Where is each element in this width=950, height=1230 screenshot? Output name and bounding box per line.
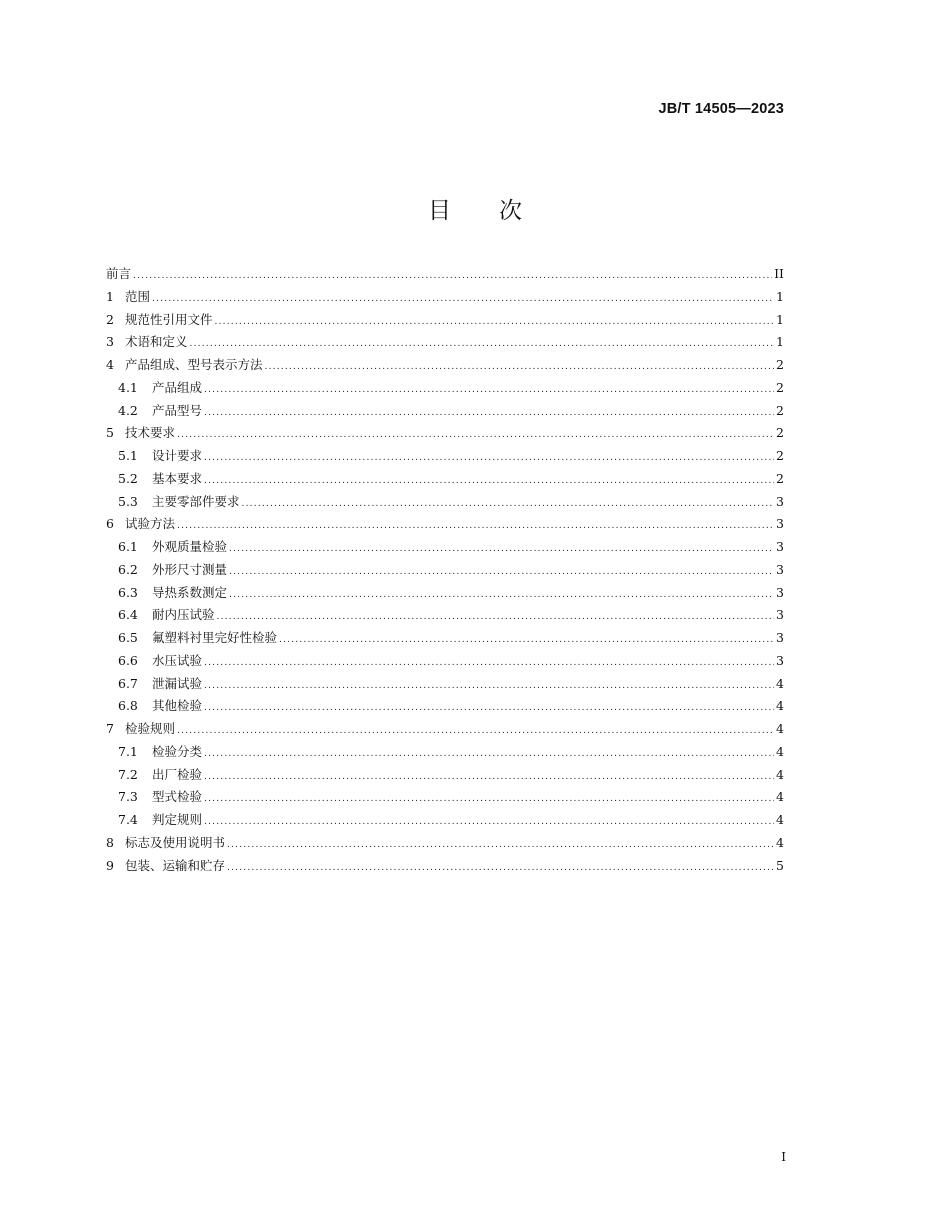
- toc-entry-number: 7.3: [118, 789, 138, 805]
- standard-code: JB/T 14505—2023: [658, 101, 784, 117]
- toc-entry-page: 3: [776, 561, 784, 577]
- toc-entry-label: 前言: [106, 266, 132, 281]
- toc-title: [0, 192, 950, 225]
- toc-leader-dots: [204, 379, 774, 402]
- toc-entry-label: 出厂检验: [152, 766, 203, 782]
- table-of-contents: [106, 263, 784, 877]
- toc-entry-page: II: [774, 266, 784, 281]
- toc-entry-number: 5: [106, 425, 114, 441]
- toc-entry[interactable]: [106, 263, 784, 286]
- toc-entry-label: 其他检验: [152, 698, 203, 714]
- toc-leader-dots: [204, 766, 774, 789]
- toc-entry-number: 5.1: [118, 448, 138, 463]
- toc-entry-number: 4: [106, 357, 114, 372]
- toc-entry-label: 试验方法: [125, 516, 176, 532]
- toc-leader-dots: [217, 606, 775, 629]
- toc-entry-label: 检验分类: [152, 743, 203, 759]
- toc-entry-page: 3: [776, 516, 784, 532]
- toc-entry-number: 6.3: [118, 584, 138, 600]
- toc-entry-label: 氟塑料衬里完好性检验: [152, 630, 278, 645]
- toc-entry[interactable]: [106, 286, 784, 309]
- toc-entry-page: 3: [776, 607, 784, 623]
- toc-entry[interactable]: [106, 536, 784, 559]
- toc-leader-dots: [152, 288, 774, 311]
- toc-leader-dots: [227, 834, 774, 857]
- toc-entry-page: 2: [776, 470, 784, 486]
- toc-entry[interactable]: [106, 331, 784, 354]
- toc-entry[interactable]: [106, 673, 784, 696]
- toc-entry-page: 4: [776, 766, 784, 782]
- toc-entry-page: 2: [776, 379, 784, 395]
- toc-entry-number: 4.2: [118, 402, 138, 418]
- toc-entry-page: 2: [776, 425, 784, 441]
- toc-entry-number: 9: [106, 857, 114, 873]
- toc-leader-dots: [204, 788, 774, 811]
- toc-leader-dots: [204, 470, 774, 493]
- toc-entry-number: 6.1: [118, 539, 138, 554]
- toc-entry[interactable]: [106, 377, 784, 400]
- toc-entry-page: 2: [776, 357, 784, 372]
- toc-entry-number: 6.2: [118, 561, 138, 577]
- toc-entry-number: 1: [106, 288, 114, 304]
- toc-entry-label: 标志及使用说明书: [125, 834, 226, 850]
- toc-entry-label: 术语和定义: [125, 334, 188, 350]
- toc-entry-number: 8: [106, 834, 114, 850]
- toc-entry-page: 3: [776, 493, 784, 509]
- toc-entry-label: 耐内压试验: [152, 607, 215, 623]
- toc-entry-label: 设计要求: [152, 448, 203, 463]
- toc-entry[interactable]: [106, 695, 784, 718]
- toc-entry[interactable]: [106, 491, 784, 514]
- toc-leader-dots: [177, 424, 774, 447]
- toc-title-char-2: 次: [499, 198, 522, 224]
- toc-entry-number: 6: [106, 516, 114, 532]
- toc-entry[interactable]: [106, 764, 784, 787]
- toc-entry-number: 6.5: [118, 630, 138, 645]
- toc-entry-number: 2: [106, 311, 114, 327]
- toc-entry-label: 基本要求: [152, 470, 203, 486]
- toc-leader-dots: [204, 811, 774, 834]
- toc-entry[interactable]: [106, 741, 784, 764]
- toc-entry[interactable]: [106, 627, 784, 650]
- toc-leader-dots: [279, 629, 774, 652]
- toc-leader-dots: [242, 493, 775, 516]
- toc-leader-dots: [204, 402, 774, 425]
- toc-entry-number: 3: [106, 334, 114, 350]
- toc-entry-number: 5.2: [118, 470, 138, 486]
- toc-entry[interactable]: [106, 468, 784, 491]
- toc-leader-dots: [204, 743, 774, 766]
- toc-entry[interactable]: [106, 400, 784, 423]
- toc-entry[interactable]: [106, 718, 784, 741]
- toc-entry-page: 3: [776, 652, 784, 668]
- toc-entry-label: 判定规则: [152, 812, 203, 827]
- toc-entry[interactable]: [106, 650, 784, 673]
- toc-leader-dots: [265, 356, 775, 379]
- toc-entry[interactable]: [106, 582, 784, 605]
- toc-leader-dots: [204, 652, 774, 675]
- toc-entry-number: 7.1: [118, 743, 138, 759]
- toc-leader-dots: [229, 584, 774, 607]
- toc-entry-page: 1: [776, 334, 784, 350]
- toc-leader-dots: [177, 720, 774, 743]
- toc-entry[interactable]: [106, 855, 784, 878]
- toc-entry-label: 泄漏试验: [152, 675, 203, 691]
- toc-entry[interactable]: [106, 513, 784, 536]
- toc-entry-page: 4: [776, 743, 784, 759]
- toc-entry-number: 7.4: [118, 812, 138, 827]
- toc-entry-page: 1: [776, 288, 784, 304]
- toc-leader-dots: [229, 561, 774, 584]
- toc-entry-label: 水压试验: [152, 652, 203, 668]
- toc-entry-number: 7.2: [118, 766, 138, 782]
- toc-entry-page: 4: [776, 698, 784, 714]
- toc-entry-label: 技术要求: [125, 425, 176, 441]
- toc-entry-number: 6.7: [118, 675, 138, 691]
- toc-entry-page: 3: [776, 584, 784, 600]
- toc-entry-number: 7: [106, 721, 114, 736]
- toc-leader-dots: [229, 538, 774, 561]
- toc-leader-dots: [204, 697, 774, 720]
- toc-entry-label: 外形尺寸测量: [152, 561, 228, 577]
- toc-entry-page: 1: [776, 311, 784, 327]
- toc-entry-number: 5.3: [118, 493, 138, 509]
- toc-title-char-1: 目: [428, 198, 451, 224]
- toc-entry-page: 4: [776, 812, 784, 827]
- toc-entry-label: 包装、运输和贮存: [125, 857, 226, 873]
- toc-entry-label: 外观质量检验: [152, 539, 228, 554]
- toc-entry-page: 4: [776, 675, 784, 691]
- toc-entry-number: 4.1: [118, 379, 138, 395]
- toc-entry-page: 3: [776, 539, 784, 554]
- toc-entry-page: 4: [776, 789, 784, 805]
- toc-entry[interactable]: [106, 786, 784, 809]
- toc-entry[interactable]: [106, 604, 784, 627]
- toc-entry-page: 4: [776, 834, 784, 850]
- toc-entry-number: 6.4: [118, 607, 138, 623]
- toc-leader-dots: [133, 265, 772, 288]
- toc-entry-page: 5: [776, 857, 784, 873]
- toc-entry-page: 2: [776, 448, 784, 463]
- toc-entry-label: 检验规则: [125, 721, 176, 736]
- page-number: I: [781, 1150, 786, 1164]
- toc-entry-label: 规范性引用文件: [125, 311, 213, 327]
- toc-entry-label: 产品组成、型号表示方法: [125, 357, 263, 372]
- toc-entry-label: 主要零部件要求: [152, 493, 240, 509]
- toc-entry[interactable]: [106, 809, 784, 832]
- toc-entry-page: 4: [776, 721, 784, 736]
- toc-entry-number: 6.6: [118, 652, 138, 668]
- toc-leader-dots: [177, 515, 774, 538]
- toc-leader-dots: [190, 333, 775, 356]
- toc-entry-label: 范围: [125, 288, 151, 304]
- toc-entry[interactable]: [106, 354, 784, 377]
- toc-entry[interactable]: [106, 445, 784, 468]
- toc-entry-label: 导热系数测定: [152, 584, 228, 600]
- toc-entry-label: 型式检验: [152, 789, 203, 805]
- toc-leader-dots: [204, 675, 774, 698]
- toc-entry-label: 产品型号: [152, 402, 203, 418]
- toc-entry[interactable]: [106, 559, 784, 582]
- toc-entry[interactable]: [106, 422, 784, 445]
- toc-leader-dots: [227, 857, 774, 880]
- toc-entry-page: 3: [776, 630, 784, 645]
- toc-entry-label: 产品组成: [152, 379, 203, 395]
- toc-leader-dots: [204, 447, 774, 470]
- toc-entry-page: 2: [776, 402, 784, 418]
- toc-entry-number: 6.8: [118, 698, 138, 714]
- toc-leader-dots: [215, 311, 775, 334]
- toc-entry[interactable]: [106, 309, 784, 332]
- toc-entry[interactable]: [106, 832, 784, 855]
